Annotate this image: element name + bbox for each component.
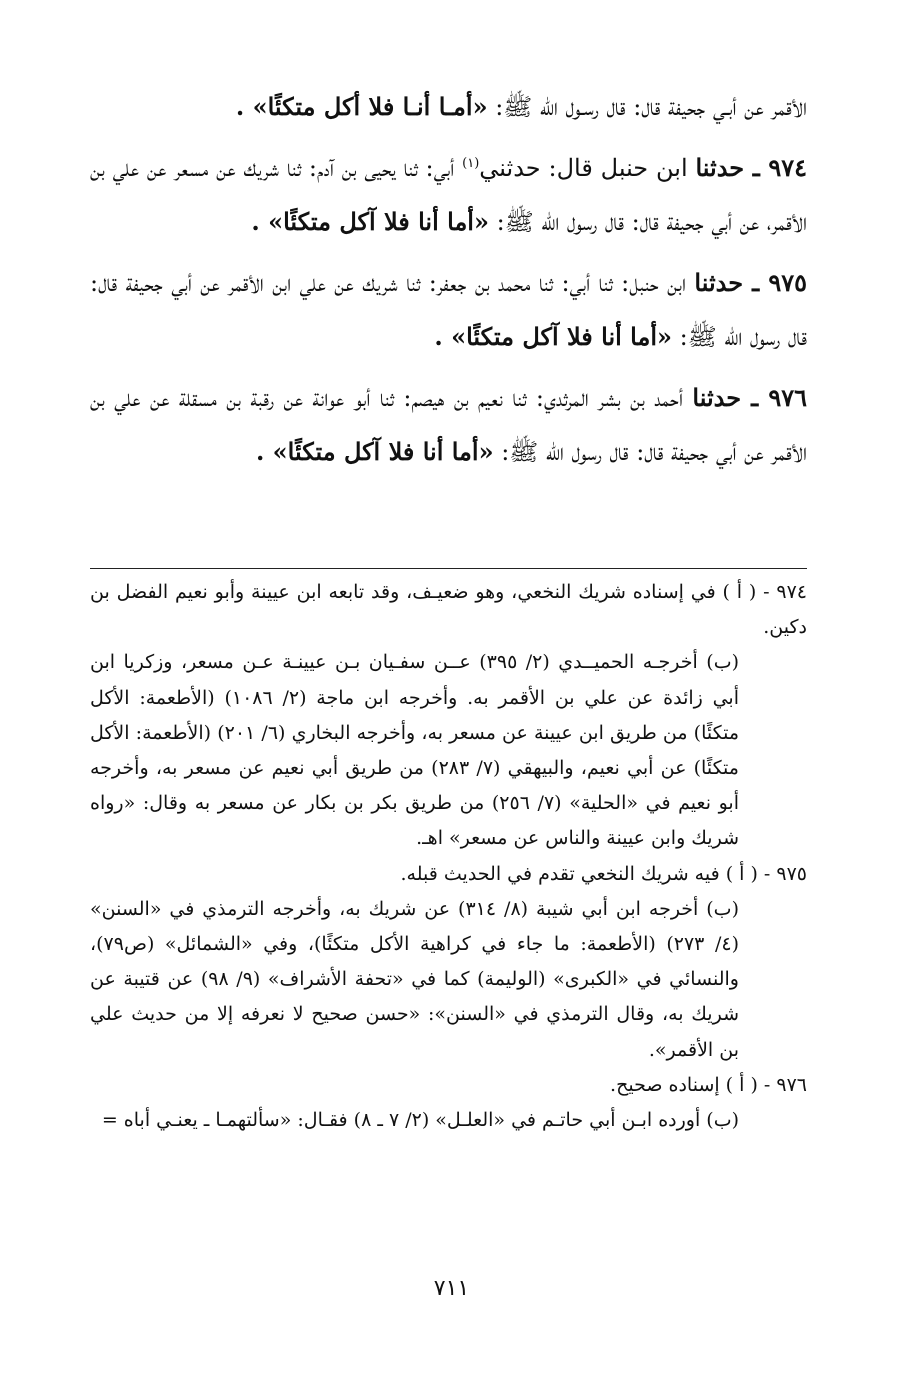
hadith-974-label: ٩٧٤ ـ حدثنا <box>695 152 807 182</box>
hadith-975-label: ٩٧٥ ـ حدثنا <box>694 267 807 297</box>
hadith-976-quote: «أما أنا فلا آكل متكئًا» . <box>255 437 494 466</box>
hadith-976 <box>90 371 807 480</box>
footnote-974-b: (ب) أخرجـه الحميــدي (٢/ ٣٩٥) عــن سفـيان بـن عيينـة عـن مسعر، وزكريا ابن أبي زائدة عن علي بن الأقمر به. وأخرجه ابن ماجة (٢/ ١٠٨٦) (الأطعمة: الأكل متكئًا) من طريق ابن عيينة عن مسعر به، وأخرجه البخاري (٦/ ٢٠١) (الأطعمة: الأكل متكئًا) عن أبي نعيم، والبيهقي (٧/ ٢٨٣) من طريق أبي نعيم عن مسعر به، وأخرجه أبو نعيم في «الحلية» (٧/ ٢٥٦) من طريق بكر بن بكار عن مسعر به وقال: «رواه شريك وابن عيينة والناس عن مسعر» اهـ. <box>90 651 739 850</box>
hadith-974-quote: «أما أنا فلا آكل متكئًا» . <box>251 207 489 236</box>
footnote-974-a: ٩٧٤ - ( أ ) في إسناده شريك النخعي، وهو ضعيـف، وقد تابعه ابن عيينة وأبو نعيم الفضل بن دكين. <box>90 581 807 639</box>
page-number: ٧١١ <box>433 1276 470 1301</box>
continuation-line <box>90 80 807 135</box>
hadith-974 <box>90 141 807 250</box>
footnote-marker: (١) <box>462 155 480 171</box>
footnote-976-b: (ب) أورده ابـن أبي حاتـم في «العلـل» (٢/ ٧ ـ ٨) فقـال: «سألتهمـا ـ يعنـي أباه = <box>101 1109 739 1132</box>
main-text-block <box>90 80 807 480</box>
hadith-974-text-b: أبي: ثنا يحيى بن آدم: ثنا شريك عن مسعر عن علي بن الأقمر، عن أبي جحيفة قال: قال رسول الله ﷺ: <box>90 153 807 236</box>
continuation-text: الأقمر عن أبـي جحيفة قال: قال رسـول الله ﷺ: <box>487 93 807 121</box>
footnote-976-a: ٩٧٦ - ( أ ) إسناده صحيح. <box>610 1073 807 1096</box>
hadith-975-text: ابن حنبل: ثنا أبي: ثنا محمد بن جعفر: ثنا شريك عن علي ابن الأقمر عن أبي جحيفة قال: قال رسول الله ﷺ: <box>90 268 807 351</box>
footnotes-block <box>90 575 807 1138</box>
footnote-975-a: ٩٧٥ - ( أ ) فيه شريك النخعي تقدم في الحديث قبله. <box>400 862 807 885</box>
hadith-974-text-a: ابن حنبل قال: حدثني <box>479 153 696 182</box>
hadith-976-label: ٩٧٦ ـ حدثنا <box>692 382 807 412</box>
footnote-975-b: (ب) أخرجه ابن أبي شيبة (٨/ ٣١٤) عن شريك به، وأخرجه الترمذي في «السنن» (٤/ ٢٧٣) (الأطعمة: ما جاء في كراهية الأكل متكئًا)، وفي «الشمائل» (ص٧٩)، والنسائي في «الكبرى» (الوليمة) كما في «تحفة الأشراف» (٩/ ٩٨) عن قتيبة عن شريك به، وقال الترمذي في «السنن»: «حسن صحيح لا نعرفه إلا من حديث علي بن الأقمر». <box>90 897 739 1061</box>
hadith-976-text: أحمد بن بشر المرثدي: ثنا نعيم بن هيصم: ثنا أبو عوانة عن رقبة بن مسقلة عن علي بن الأقمر عن أبي جحيفة قال: قال رسول الله ﷺ: <box>90 383 807 466</box>
footnote-divider <box>90 568 807 569</box>
prophet-quote: «أمـا أنـا فلا أكل متكئًا» . <box>235 92 488 121</box>
hadith-975-quote: «أما أنا فلا آكل متكئًا» . <box>434 322 672 351</box>
hadith-975 <box>90 256 807 365</box>
